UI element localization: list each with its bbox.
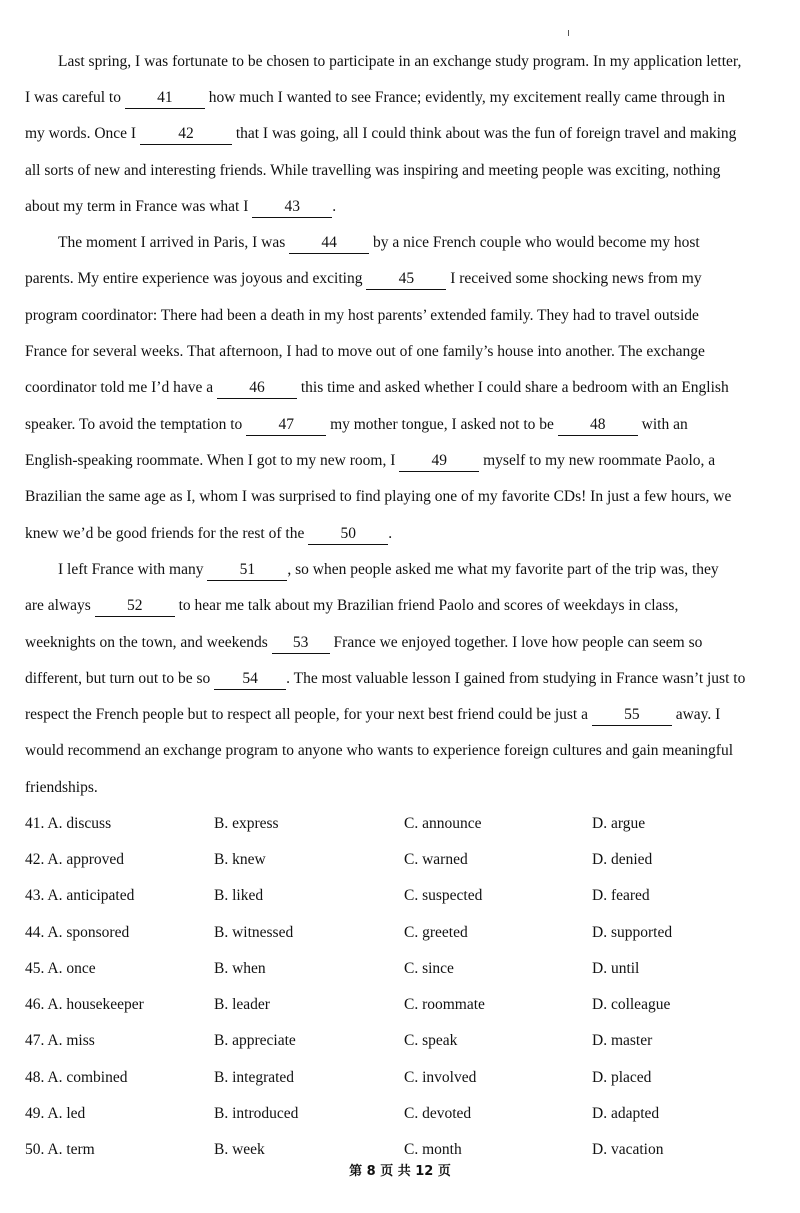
option-b[interactable]: B. express xyxy=(214,815,279,832)
option-c[interactable]: C. warned xyxy=(404,851,468,868)
blank-50[interactable]: 50 xyxy=(308,524,388,545)
blank-49[interactable]: 49 xyxy=(399,451,479,472)
option-a[interactable]: 42. A. approved xyxy=(25,851,125,868)
option-d[interactable]: D. denied xyxy=(592,851,653,868)
p2-line-3: program coordinator: There had been a death in my host parents’ extended family. They had to travel outside xyxy=(25,307,699,324)
option-c[interactable]: C. speak xyxy=(404,1032,458,1049)
blank-45[interactable]: 45 xyxy=(366,269,446,290)
p3-line-6: would recommend an exchange program to anyone who wants to experience foreign cultures and gain meaningful xyxy=(25,742,734,759)
option-d[interactable]: D. supported xyxy=(592,924,673,941)
option-b[interactable]: B. when xyxy=(214,960,266,977)
p1-line-2: I was careful to 41 how much I wanted to see France; evidently, my excitement really came through in xyxy=(25,86,780,110)
p3-line-3: weeknights on the town, and weekends 53 France we enjoyed together. I love how people can seem so xyxy=(25,631,780,655)
option-a[interactable]: 48. A. combined xyxy=(25,1069,128,1086)
option-d[interactable]: D. vacation xyxy=(592,1141,664,1158)
option-a[interactable]: 41. A. discuss xyxy=(25,815,112,832)
option-a[interactable]: 43. A. anticipated xyxy=(25,887,135,904)
blank-41[interactable]: 41 xyxy=(125,88,205,109)
p2-line-1: The moment I arrived in Paris, I was 44 by a nice French couple who would become my host xyxy=(58,231,780,255)
scan-mark xyxy=(568,30,569,36)
option-c[interactable]: C. devoted xyxy=(404,1105,472,1122)
blank-42[interactable]: 42 xyxy=(140,124,232,145)
option-c[interactable]: C. involved xyxy=(404,1069,477,1086)
p3-line-2: are always 52 to hear me talk about my Brazilian friend Paolo and scores of weekdays in class, xyxy=(25,594,780,618)
option-a[interactable]: 46. A. housekeeper xyxy=(25,996,144,1013)
option-d[interactable]: D. master xyxy=(592,1032,653,1049)
p1-line-1: Last spring, I was fortunate to be chosen to participate in an exchange study program. In my application letter, xyxy=(58,53,742,70)
p2-line-8: Brazilian the same age as I, whom I was surprised to find playing one of my favorite CDs! In just a few hours, we xyxy=(25,488,732,505)
blank-53[interactable]: 53 xyxy=(272,633,330,654)
p2-line-6: speaker. To avoid the temptation to 47 my mother tongue, I asked not to be 48 with an xyxy=(25,413,780,437)
blank-43[interactable]: 43 xyxy=(252,197,332,218)
option-b[interactable]: B. leader xyxy=(214,996,270,1013)
p1-line-3: my words. Once I 42 that I was going, all I could think about was the fun of foreign travel and making xyxy=(25,122,780,146)
option-a[interactable]: 49. A. led xyxy=(25,1105,86,1122)
p1-line-5: about my term in France was what I 43 . xyxy=(25,195,780,219)
option-d[interactable]: D. until xyxy=(592,960,640,977)
option-b[interactable]: B. week xyxy=(214,1141,265,1158)
option-c[interactable]: C. month xyxy=(404,1141,462,1158)
blank-55[interactable]: 55 xyxy=(592,705,672,726)
blank-46[interactable]: 46 xyxy=(217,378,297,399)
option-c[interactable]: C. greeted xyxy=(404,924,468,941)
p3-line-5: respect the French people but to respect all people, for your next best friend could be just a 55 away. I xyxy=(25,703,780,727)
p3-line-1: I left France with many 51 , so when people asked me what my favorite part of the trip was, they xyxy=(58,558,780,582)
p2-line-9: knew we’d be good friends for the rest of the 50 . xyxy=(25,522,780,546)
blank-52[interactable]: 52 xyxy=(95,596,175,617)
option-b[interactable]: B. introduced xyxy=(214,1105,299,1122)
option-a[interactable]: 45. A. once xyxy=(25,960,96,977)
p3-line-7: friendships. xyxy=(25,779,98,796)
option-a[interactable]: 50. A. term xyxy=(25,1141,95,1158)
option-d[interactable]: D. argue xyxy=(592,815,646,832)
option-d[interactable]: D. placed xyxy=(592,1069,652,1086)
option-b[interactable]: B. liked xyxy=(214,887,264,904)
blank-54[interactable]: 54 xyxy=(214,669,286,690)
p2-line-4: France for several weeks. That afternoon, I had to move out of one family’s house into another. The exchange xyxy=(25,343,705,360)
p1-line-4: all sorts of new and interesting friends. While travelling was inspiring and meeting people was exciting, nothing xyxy=(25,162,721,179)
blank-48[interactable]: 48 xyxy=(558,415,638,436)
blank-47[interactable]: 47 xyxy=(246,415,326,436)
p2-line-5: coordinator told me I’d have a 46 this time and asked whether I could share a bedroom with an English xyxy=(25,376,780,400)
page-number: 第 8 页 共 12 页 xyxy=(349,1164,451,1179)
option-d[interactable]: D. feared xyxy=(592,887,650,904)
option-b[interactable]: B. appreciate xyxy=(214,1032,296,1049)
option-b[interactable]: B. integrated xyxy=(214,1069,295,1086)
option-a[interactable]: 44. A. sponsored xyxy=(25,924,130,941)
option-b[interactable]: B. knew xyxy=(214,851,266,868)
option-d[interactable]: D. colleague xyxy=(592,996,671,1013)
option-c[interactable]: C. announce xyxy=(404,815,482,832)
option-c[interactable]: C. roommate xyxy=(404,996,485,1013)
option-c[interactable]: C. since xyxy=(404,960,454,977)
blank-51[interactable]: 51 xyxy=(207,560,287,581)
option-d[interactable]: D. adapted xyxy=(592,1105,660,1122)
p3-line-4: different, but turn out to be so 54 . The most valuable lesson I gained from studying in France wasn’t just to xyxy=(25,667,780,691)
option-b[interactable]: B. witnessed xyxy=(214,924,294,941)
blank-44[interactable]: 44 xyxy=(289,233,369,254)
p2-line-2: parents. My entire experience was joyous and exciting 45 I received some shocking news from my xyxy=(25,267,780,291)
p2-line-7: English-speaking roommate. When I got to my new room, I 49 myself to my new roommate Paolo, a xyxy=(25,449,780,473)
option-c[interactable]: C. suspected xyxy=(404,887,483,904)
option-a[interactable]: 47. A. miss xyxy=(25,1032,95,1049)
